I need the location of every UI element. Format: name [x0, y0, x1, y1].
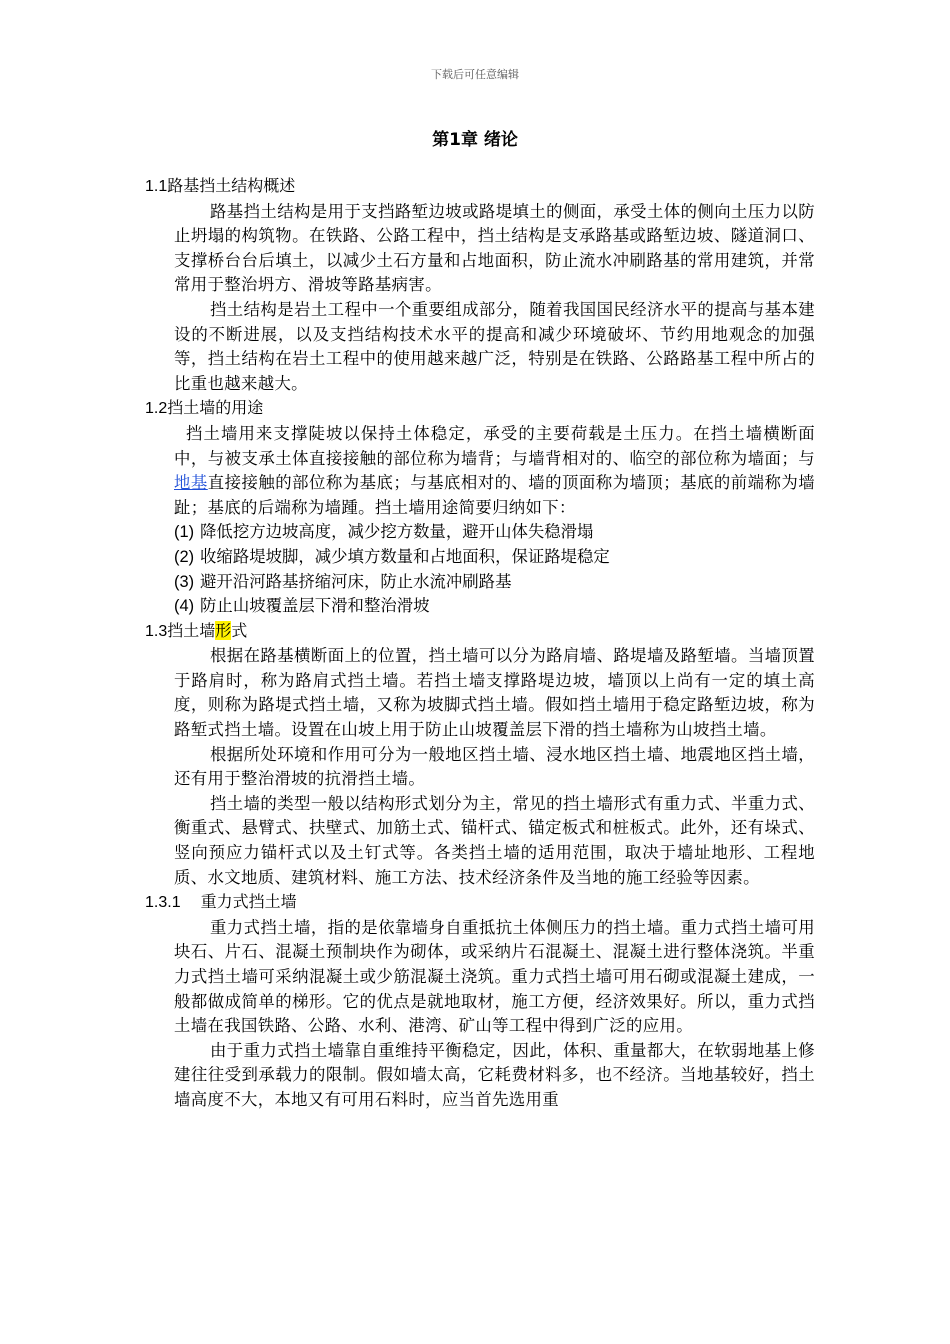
- list-text: 避开沿河路基挤缩河床，防止水流冲刷路基: [200, 571, 512, 591]
- paragraph: 由于重力式挡土墙靠自重维持平衡稳定，因此，体积、重量都大，在软弱地基上修建往往受到承载力的限制。假如墙太高，它耗费材料多，也不经济。当地基较好，挡土墙高度不大，本地又有可用石料时，应当首先选用重: [174, 1040, 815, 1109]
- list-text: 降低挖方边坡高度，减少挖方数量，避开山体失稳滑塌: [200, 522, 594, 542]
- paragraph-text: 挡土墙用来支撑陡坡以保持土体稳定，承受的主要荷载是土压力。在挡土墙横断面中，与被支承土体直接接触的部位称为墙背；与墙背相对的、临空的部位称为墙面；与: [174, 423, 815, 468]
- list-text: 收缩路堤坡脚，减少填方数量和占地面积，保证路堤稳定: [200, 546, 610, 566]
- chapter-title: 第1章 绪论: [432, 130, 518, 150]
- section-title: 挡土墙的用途: [167, 398, 264, 418]
- list-number: (4): [174, 597, 195, 616]
- list-number: (1): [174, 523, 195, 542]
- list-text: 防止山坡覆盖层下滑和整治滑坡: [200, 596, 430, 616]
- section-heading-1-3: [145, 619, 815, 645]
- paragraph: 重力式挡土墙，指的是依靠墙身自重抵抗土体侧压力的挡土墙。重力式挡土墙可用块石、片石、混凝土预制块作为砌体，或采纳片石混凝土、混凝土进行整体浇筑。半重力式挡土墙可采纳混凝土或少筋混凝土浇筑。重力式挡土墙可用石砌或混凝土建成，一般都做成简单的梯形。它的优点是就地取材，施工方便，经济效果好。所以，重力式挡土墙在我国铁路、公路、水利、港湾、矿山等工程中得到广泛的应用。: [174, 917, 815, 1036]
- section-title: 路基挡土结构概述: [167, 176, 296, 195]
- section-number: 1.1: [145, 178, 168, 195]
- paragraph: 路基挡土结构是用于支挡路堑边坡或路堤填土的侧面，承受土体的侧向土压力以防止坍塌的构筑物。在铁路、公路工程中，挡土结构是支承路基或路堑边坡、隧道洞口、支撑桥台台后填土，以减少土石方量和占地面积，防止流水冲刷路基的常用建筑，并常常用于整治坍方、滑坡等路基病害。: [174, 201, 815, 295]
- document-body: [145, 174, 815, 1113]
- list-number: (2): [174, 547, 195, 566]
- paragraph-text: 直接接触的部位称为基底；与基底相对的、墙的顶面称为墙顶；基底的前端称为墙趾；基底的后端称为墙踵。挡土墙用途简要归纳如下：: [174, 473, 815, 517]
- section-title: 重力式挡土墙: [200, 892, 297, 912]
- section-heading-1-2: [145, 396, 815, 422]
- list-number: (3): [174, 572, 195, 591]
- paragraph: 挡土结构是岩土工程中一个重要组成部分，随着我国国民经济水平的提高与基本建设的不断进展，以及支挡结构技术水平的提高和减少环境破坏、节约用地观念的加强等，挡土结构在岩土工程中的使用越来越广泛，特别是在铁路、公路路基工程中所占的比重也越来越大。: [174, 299, 815, 393]
- list-item: [174, 520, 815, 545]
- highlighted-text: 形: [215, 620, 232, 640]
- paragraph: 根据在路基横断面上的位置，挡土墙可以分为路肩墙、路堤墙及路堑墙。当墙顶置于路肩时，称为路肩式挡土墙。若挡土墙支撑路堤边坡，墙顶以上尚有一定的填土高度，则称为路堤式挡土墙，又称为坡脚式挡土墙。假如挡土墙用于稳定路堑边坡，称为路堑式挡土墙。设置在山坡上用于防止山坡覆盖层下滑的挡土墙称为山坡挡土墙。: [174, 646, 815, 740]
- foundation-link[interactable]: 地基: [174, 473, 208, 493]
- paragraph: [174, 422, 815, 520]
- paragraph: 挡土墙的类型一般以结构形式划分为主，常见的挡土墙形式有重力式、半重力式、衡重式、悬臂式、扶壁式、加筋土式、锚杆式、锚定板式和桩板式。此外，还有垛式、竖向预应力锚杆式以及土钉式等。各类挡土墙的适用范围，取决于墙址地形、工程地质、水文地质、建筑材料、施工方法、技术经济条件及当地的施工经验等因素。: [174, 793, 815, 887]
- section-heading-1-3-1: [145, 890, 815, 916]
- paragraph: 根据所处环境和作用可分为一般地区挡土墙、浸水地区挡土墙、地震地区挡土墙，还有用于整治滑坡的抗滑挡土墙。: [174, 744, 815, 789]
- list-item: [174, 594, 815, 619]
- section-title: 挡土墙: [167, 620, 216, 640]
- section-heading-1-1: [145, 174, 815, 200]
- list-item: [174, 570, 815, 595]
- section-number: 1.2: [145, 400, 168, 418]
- section-number: 1.3.1: [145, 894, 181, 912]
- list-item: [174, 545, 815, 570]
- page-header: 下载后可任意编辑: [431, 68, 519, 81]
- section-title: 式: [231, 620, 248, 640]
- section-number: 1.3: [145, 622, 168, 640]
